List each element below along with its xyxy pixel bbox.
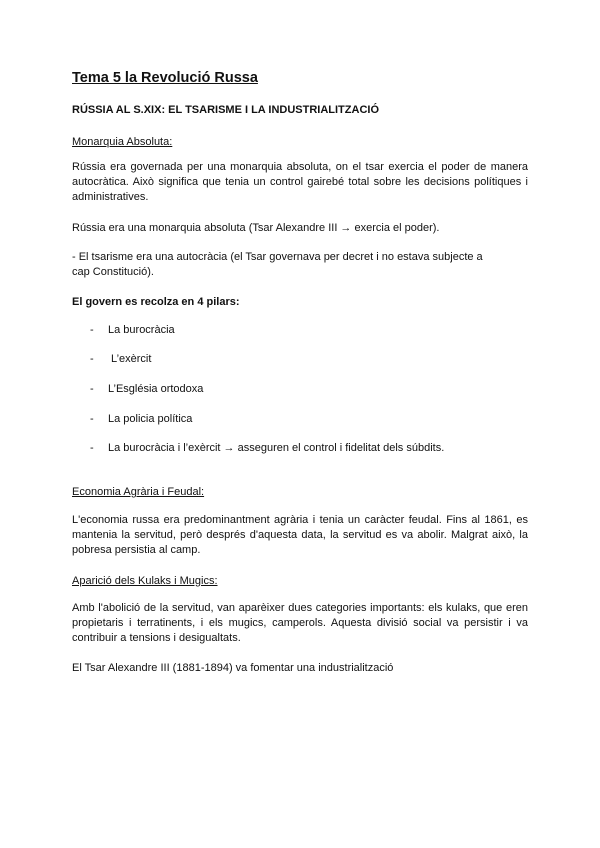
kulaks-paragraph: Amb l'abolició de la servitud, van aparèixer dues categories importants: els kulaks, que eren propietaris i terratinents, i els mugics, camperols. Aquesta divisió social va persistir i va contribuir a tensions i desigualtats. [72,602,528,644]
pilar-item [90,413,192,425]
bullet-marker: - [90,413,94,425]
monarquia-summary: Rússia era una monarquia absoluta (Tsar Alexandre III → exercia el poder). [72,222,440,234]
pilar-item-label: La policia política [108,413,193,425]
document-title: Tema 5 la Revolució Russa [72,70,258,86]
pilar-item-label: La burocràcia i l’exèrcit → asseguren el control i fidelitat dels súbdits. [108,442,445,454]
bullet-marker: - [90,442,94,454]
pilar-item [90,324,175,336]
tsarisme-line-2: cap Constitució). [72,266,154,278]
monarquia-subheading: Monarquia Absoluta: [72,136,173,148]
bullet-marker: - [90,383,94,395]
economia-paragraph: L'economia russa era predominantment agrària i tenia un caràcter feudal. Fins al 1861, es mantenia la servitud, però després d'aquesta data, la servitud es va abolir. Malgrat això, la pobresa persistia al camp. [72,514,528,556]
industrialitzacio-line: El Tsar Alexandre III (1881-1894) va fomentar una industrialització [72,662,394,674]
pilar-item [90,353,151,365]
bullet-marker: - [90,324,94,336]
pilar-item [90,442,444,454]
pilar-item-label: La burocràcia [108,324,175,336]
bullet-marker: - [90,353,94,365]
economia-subheading: Economia Agrària i Feudal: [72,486,205,498]
monarquia-paragraph: Rússia era governada per una monarquia absoluta, on el tsar exercia el poder de manera autocràtica. Això significa que tenia un control gairebé total sobre les decisions polítiques i administratives. [72,161,528,203]
pilar-item [90,383,203,395]
tsarisme-paragraph [72,250,528,280]
pilars-heading: El govern es recolza en 4 pilars: [72,296,240,308]
tsarisme-line-1: - El tsarisme era una autocràcia (el Tsar governava per decret i no estava subjecte a [72,251,483,263]
pilar-item-label: L’exèrcit [108,353,152,365]
pilar-item-label: L’Església ortodoxa [108,383,204,395]
kulaks-subheading: Aparició dels Kulaks i Mugics: [72,575,218,587]
section-heading: RÚSSIA AL S.XIX: EL TSARISME I LA INDUSTRIALITZACIÓ [72,104,379,116]
